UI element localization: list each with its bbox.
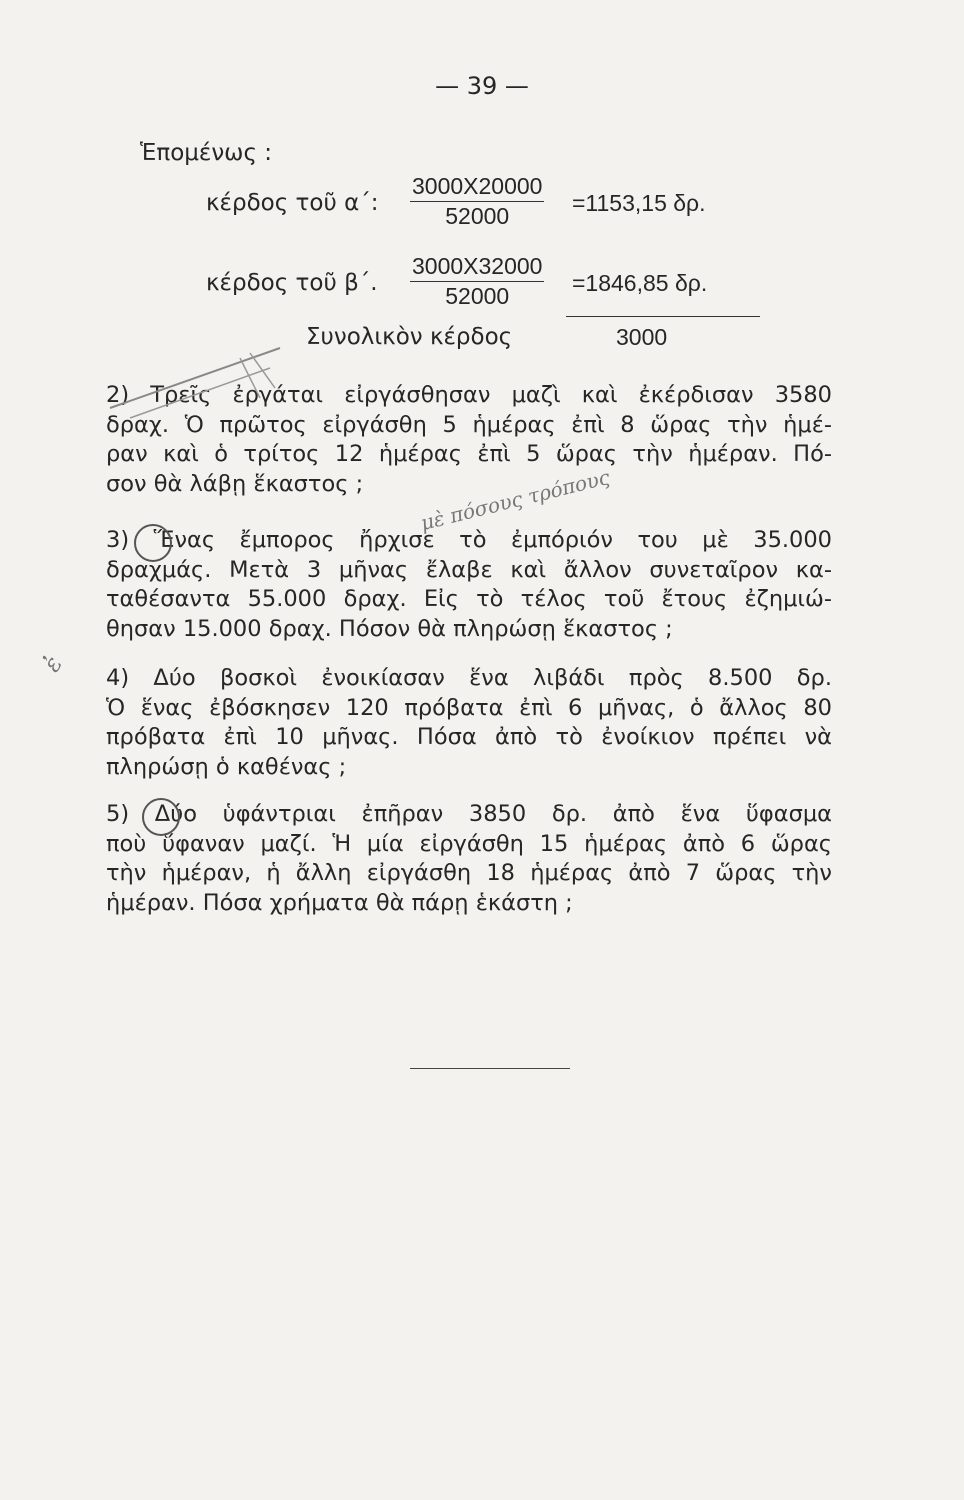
problem-3-line: ταθέσαντα 55.000 δραχ. Εἰς τὸ τέλος τοῦ ἔτους ἐζημιώ- (106, 586, 832, 613)
problem-5-line: 5) Δύο ὑφάντριαι ἐπῆραν 3850 δρ. ἀπὸ ἕνα ὕφασμα (106, 801, 832, 827)
fraction-a (410, 173, 544, 230)
fraction-a-numerator: 3000X20000 (410, 173, 544, 202)
problem-3-line: 3) Ἕνας ἔμπορος ἤρχισε τὸ ἐμπόριόν του μὲ 35.000 (106, 527, 832, 553)
calc-label-a: κέρδος τοῦ α΄: (206, 190, 379, 216)
problem-3-line: θησαν 15.000 δραχ. Πόσον θὰ πληρώσῃ ἕκαστος ; (106, 615, 673, 642)
problem-2-line: ραν καὶ ὁ τρίτος 12 ἡμέρας ἐπὶ 5 ὥρας τὴν ἡμέραν. Πό- (106, 441, 832, 468)
pencil-strokes (100, 338, 300, 428)
fraction-b-numerator: 3000X32000 (410, 253, 544, 282)
problem-5 (106, 800, 832, 918)
fraction-a-denominator: 52000 (445, 203, 510, 229)
problem-4-line: πληρώσῃ ὁ καθένας ; (106, 753, 347, 780)
total-value: 3000 (616, 324, 668, 350)
problem-2-line: δραχ. Ὁ πρῶτος εἰργάσθη 5 ἡμέρας ἐπὶ 8 ὥρας τὴν ἡμέ- (106, 411, 832, 438)
fraction-b-denominator: 52000 (445, 283, 510, 309)
calc-result-b: =1846,85 δρ. (572, 270, 708, 296)
problem-3-line: δραχμάς. Μετὰ 3 μῆνας ἔλαβε καὶ ἄλλον συνεταῖρον κα- (106, 556, 832, 583)
problem-3 (106, 526, 832, 644)
fraction-b (410, 253, 544, 310)
section-heading: Ἑπομένως : (140, 140, 273, 166)
pencil-margin-mark: ἐ (37, 651, 68, 677)
end-rule (410, 1068, 570, 1069)
page-number: — 39 — (435, 72, 529, 100)
problem-2-line: σον θὰ λάβῃ ἕκαστος ; (106, 470, 364, 497)
total-label: Συνολικὸν κέρδος (306, 324, 513, 350)
problem-4-line: 4) Δύο βοσκοὶ ἐνοικίασαν ἕνα λιβάδι πρὸς 8.500 δρ. (106, 665, 832, 691)
problem-5-line: ἡμέραν. Πόσα χρήματα θὰ πάρῃ ἑκάστη ; (106, 889, 573, 916)
problem-4-line: Ὁ ἕνας ἐβόσκησεν 120 πρόβατα ἐπὶ 6 μῆνας, ὁ ἄλλος 80 (106, 694, 832, 721)
pencil-circle-5 (142, 798, 180, 836)
calc-result-a: =1153,15 δρ. (572, 190, 706, 216)
problem-5-line: ποὺ ὕφαναν μαζί. Ἡ μία εἰργάσθη 15 ἡμέρας ἀπὸ 6 ὥρας (106, 830, 832, 857)
problem-5-line: τὴν ἡμέραν, ἡ ἄλλη εἰργάσθη 18 ἡμέρας ἀπὸ 7 ὥρας τὴν (106, 860, 832, 887)
pencil-note: μὲ πόσους τρόπους (417, 464, 613, 536)
sum-rule (566, 316, 760, 317)
calc-label-b: κέρδος τοῦ β΄. (206, 270, 378, 296)
problem-4 (106, 664, 832, 782)
pencil-circle-3 (134, 524, 172, 562)
problem-2-line: 2) Τρεῖς ἐργάται εἰργάσθησαν μαζὶ καὶ ἐκέρδισαν 3580 (106, 382, 832, 408)
problem-4-line: πρόβατα ἐπὶ 10 μῆνας. Πόσα ἀπὸ τὸ ἐνοίκιον πρέπει νὰ (106, 724, 832, 751)
